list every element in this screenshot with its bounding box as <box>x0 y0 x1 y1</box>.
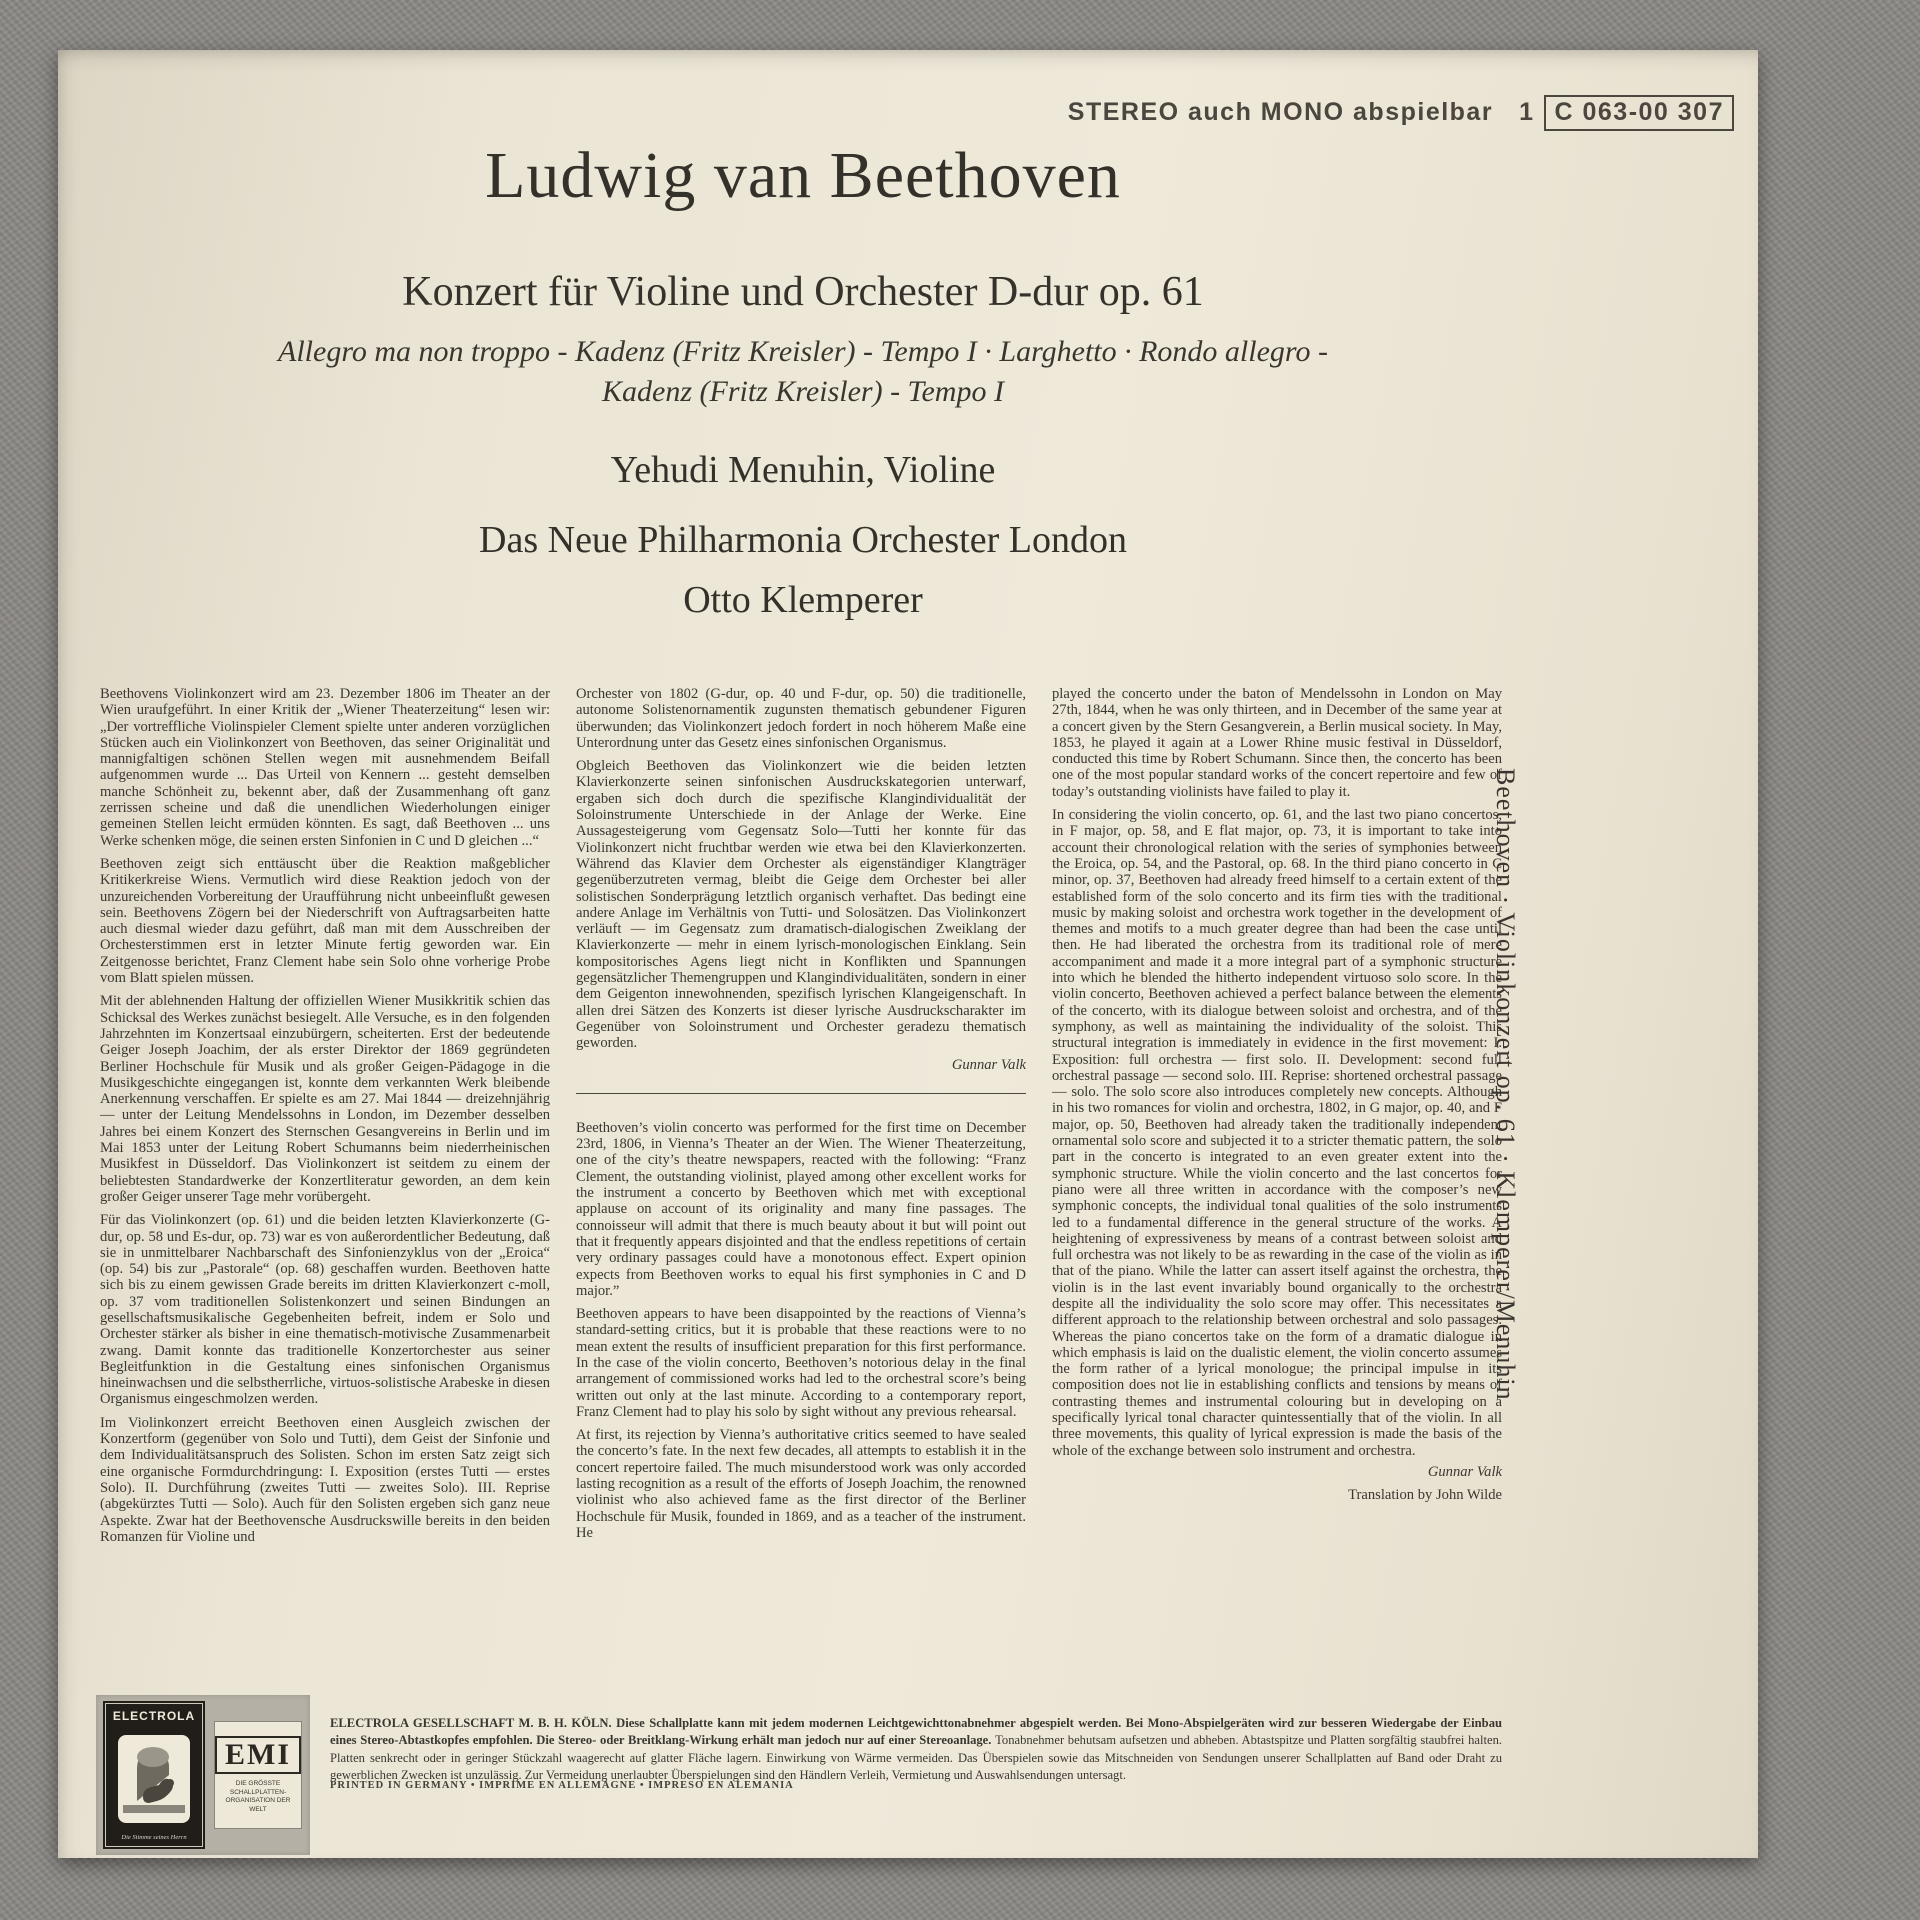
liner-notes-column-1 <box>100 686 550 1664</box>
german-paragraph: Im Violinkonzert erreicht Beethoven einen Ausgleich zwischen der Konzertform (gegenüber von Solo und Tutti), dem Geist der Sinfonie und dem Individualitätsanspruch des Solisten. Schon im ersten Satz zeigt sich eine organische Formdurchdringung: I. Exposition (erstes Tutti — erstes Solo). II. Durchführung (zweites Tutti — zweites Solo). III. Reprise (abgekürztes Tutti — Solo). Auch für den Solisten ergeben sich ganz neue Aspekte. Zwar hat der Beethovensche Ausdruckswille bereits in den beiden Romanzen für Violine und <box>100 1414 550 1545</box>
fine-print-bold: ELECTROLA GESELLSCHAFT M. B. H. KÖLN. Diese Schallplatte kann mit jedem modernen Leichtgewichttonabnehmer abgespielt werden. Bei Mono-Abspielgeräten wird zur besseren Wiedergabe der Einbau eines Stereo-Abtastkopfes empfohlen. Die Stereo- oder Breitklang-Wirkung erhält man jedoch nur auf einer Stereoanlage. <box>330 1715 1502 1748</box>
german-paragraph: Beethoven zeigt sich enttäuscht über die Reaktion maßgeblicher Kritikerkreise Wiens. Vermutlich wird diese Reaktion jedoch von der unzureichenden Vorbereitung der Uraufführung nicht unbeeinflußt gewesen sein. Beethovens Zögern bei der Niederschrift von Auftragsarbeiten hatte auch diesmal wieder dazu geführt, daß man mit dem Ausschreiben der Orchesterstimmen erst in letzter Minute fertig geworden war. Ein Zeitgenosse berichtet, Franz Clement habe sein Solo ohne vorherige Probe vom Blatt spielen müssen. <box>100 855 550 987</box>
author-signature-german: Gunnar Valk <box>951 1056 1026 1073</box>
label-logo-panel <box>96 1695 310 1855</box>
spine-text: Beethoven · Violinkonzert op. 61 · Klemperer/Menuhin <box>1491 768 1520 1401</box>
stereo-mono-label: STEREO auch MONO abspielbar <box>1067 98 1494 126</box>
electrola-tagline: Die Stimme seines Herrn <box>121 1834 187 1841</box>
german-paragraph: Obgleich Beethoven das Violinkonzert wie die beiden letzten Klavierkonzerte seinen sinfonischen Ausdruckskategorien unterwarf, ergaben sich doch durch die spezifische Klangindividualität der Soloinstrumente Unterschiede in der Anlage der Werke. Eine Aussagesteigerung vom Gegensatz Solo—Tutti her konnte für das Violinkonzert nicht fruchtbar werden wie etwa bei den Klavierkonzerten. Während das Klavier dem Orchester als eigenständiger Klangträger gegenüberzutreten vermag, bleibt die Geige dem Orchester bei aller solistischen Sonderprägung letztlich organisch verhaftet. Das bedingt eine andere Anlage im Verhältnis von Tutti- und Solosätzen. Das Violinkonzert verläuft — im Gegensatz zum dramatisch-dialogischen Zweiklang der Klavierkonzerte — mehr in einem lyrisch-monologischen Einklang. Sein kompositorisches Agens liegt nicht in Konflikten und Spannungen gegensätzlicher Themengruppen und Klangindividualitäten, sondern in einer dem Geigenton innewohnenden, spezifisch lyrischen Klangeigenschaft. In allen drei Sätzen des Konzerts ist dieser lyrische Ausdruckscharakter im Gegenüber von Soloinstrument und Orchester geradezu thematisch geworden. <box>576 758 1026 1052</box>
work-title: Konzert für Violine und Orchester D-dur op. 61 <box>402 269 1204 315</box>
german-paragraph: Mit der ablehnenden Haltung der offiziellen Wiener Musikkritik schien das Schicksal des Werkes zunächst besiegelt. Alle Versuche, es in den folgenden Jahrzehnten im Konzertsaal einzubürgern, scheiterten. Erst der bedeutende Geiger Joseph Joachim, der als erster Direktor der 1869 gegründeten Berliner Hochschule für Musik und als großer Geigen-Pädagoge in die Musikgeschichte eingegangen ist, konnte dem verkannten Werk bleibende Anerkennung verschaffen. Er spielte es am 27. Mai 1844 — dreizehnjährig — unter der Leitung Mendelssohns in London, im Dezember desselben Jahres bei einem Konzert des Sternschen Gesangvereins in Berlin und im Mai 1853 unter der Leitung Robert Schumanns beim niederrheinischen Musikfest in Düsseldorf. Das Violinkonzert ist seitdem zu einem der beliebtesten Standardwerke der Konzertliteratur geworden, an dem kein großer Geiger unserer Tage mehr vorübergeht. <box>100 993 550 1205</box>
translation-credit: Translation by John Wilde <box>1348 1487 1502 1504</box>
soloist-line: Yehudi Menuhin, Violine <box>610 449 996 491</box>
emi-logo <box>214 1721 302 1829</box>
printed-in-line: PRINTED IN GERMANY • IMPRIME EN ALLEMAGNE • IMPRESO EN ALEMANIA <box>330 1780 794 1791</box>
orchestra-line: Das Neue Philharmonia Orchester London <box>479 519 1127 561</box>
electrola-logo <box>103 1701 205 1849</box>
record-sleeve-back <box>58 50 1758 1858</box>
english-paragraph: At first, its rejection by Vienna’s authoritative critics seemed to have sealed the concerto’s fate. In the next few decades, all attempts to establish it in the concert repertoire failed. The much misunderstood work was only accorded lasting recognition as a result of the efforts of Joseph Joachim, the renowned violinist who also achieved fame as the first director of the Berliner Hochschule für Musik, founded in 1869, and as a teacher of the instrument. He <box>576 1427 1026 1541</box>
english-paragraph: Beethoven’s violin concerto was performed for the first time on December 23rd, 1806, in Vienna’s Theater an der Wien. The Wiener Theaterzeitung, one of the city’s theatre newspapers, reacted with the following: “Franz Clement, the outstanding violinist, played among other excellent works for the instrument a concerto by Beethoven which met with exceptional applause on account of its originality and many fine passages. The connoisseur will admit that there is much beauty about it but will point out that it frequently appears disjointed and that the endless repetitions of certain very ordinary passages could have a monotonous effect. Expert opinion expects from Beethoven works to equal his first symphonies in C and D major.” <box>576 1119 1026 1299</box>
movements-line-2: Kadenz (Fritz Kreisler) - Tempo I <box>602 375 1004 408</box>
movements-line-1: Allegro ma non troppo - Kadenz (Fritz Kreisler) - Tempo I · Larghetto · Rondo allegro - <box>278 335 1328 368</box>
electrola-logo-name: ELECTROLA <box>112 1709 196 1723</box>
movements-list <box>58 332 1548 412</box>
german-paragraph: Beethovens Violinkonzert wird am 23. Dezember 1806 im Theater an der Wien uraufgeführt. In einer Kritik der „Wiener Theaterzeitung“ lesen wir: „Der vortreffliche Violinspieler Clement spielte unter anderen vorzüglichen Stücken auch ein Violinkonzert von Beethoven, das seiner Originalität und mannigfaltigen schönen Stellen wegen mit ausnehmendem Beifall aufgenommen wurde ... Das Urteil von Kennern ... gesteht demselben manche Schönheit zu, bekennt aber, daß der Zusammenhang oft ganz zerrissen scheine und daß die unendlichen Wiederholungen einiger gemeinen Stellen leicht ermüden könnten. Es sagt, daß Beethoven ... uns Werke schenken möge, die seinen ersten Sinfonien in C und D gleichen ...“ <box>100 686 550 849</box>
section-divider <box>576 1093 1026 1094</box>
conductor-line: Otto Klemperer <box>683 579 923 621</box>
emi-logo-name: EMI <box>215 1736 301 1774</box>
german-paragraph: Orchester von 1802 (G-dur, op. 40 und F-dur, op. 50) die traditionelle, autonome Solistenornamentik zugunsten thematisch gebundener Figuren überwunden; das Violinkonzert jedoch fordert in noch höherem Maße eine Unterordnung unter das Gesetz eines sinfonischen Organismus. <box>576 686 1026 751</box>
emi-logo-caption: DIE GRÖSSTE SCHALLPLATTEN-ORGANISATION DER WELT <box>225 1780 291 1813</box>
disc-number: 1 <box>1519 98 1535 126</box>
english-paragraph: played the concerto under the baton of Mendelssohn in London on May 27th, 1844, when he was only thirteen, and in December of the same year at a concert given by the Stern Gesangverein, a Berlin musical society. In May, 1853, he played it again at a Lower Rhine music festival in Düsseldorf, conducted this time by Robert Schumann. Since then, the concerto has been one of the most popular standard works of the concert repertoire and few of today’s outstanding violinists have failed to play it. <box>1052 686 1502 800</box>
fine-print <box>330 1715 1502 1785</box>
author-signature-english: Gunnar Valk <box>1427 1463 1502 1480</box>
german-paragraph: Für das Violinkonzert (op. 61) und die beiden letzten Klavierkonzerte (G-dur, op. 58 und Es-dur, op. 73) war es von außerordentlicher Bedeutung, daß sie in unmittelbarer Nachbarschaft des Sinfonienzyklus von der „Eroica“ (op. 54) bis zur „Pastorale“ (op. 68) geschaffen wurden. Beethoven hatte sich bis zu einem gewissen Grade bereits im dritten Klavierkonzert c-moll, op. 37 vom traditionellen Solistenkonzert und seinen Bindungen an gesellschaftsmusikalische Gegebenheiten befreit, indem er Solo und Orchester stärker als bisher in eine thematisch-motivische Zusammenarbeit zwang. Damit konnte das traditionelle Konzertorchester aus seiner Begleitfunktion in die Gestaltung eines sinfonischen Organismus hineinwachsen und die selbstherrliche, virtuos-solistische Arabeske in diesen Organismus eingeschmolzen werden. <box>100 1212 550 1408</box>
composer-title: Ludwig van Beethoven <box>485 139 1121 212</box>
liner-notes <box>100 686 1504 1664</box>
english-paragraph: Beethoven appears to have been disappointed by the reactions of Vienna’s standard-setting critics, but it is probable that these reactions were to no mean extent the results of insufficient preparation for this first performance. In the case of the violin concerto, Beethoven’s notorious delay in the final arrangement of commissioned works had led to the orchestral score’s being written out only at the last minute. According to a contemporary report, Franz Clement had to play his solo by sight without any previous rehearsal. <box>576 1306 1026 1420</box>
stereo-mono-label-row <box>1068 95 1734 131</box>
english-paragraph: In considering the violin concerto, op. 61, and the last two piano concertos, in F major, op. 58, and E flat major, op. 73, it is important to take into account their chronological relation with the series of symphonies between the Eroica, op. 54, and the Pastoral, op. 68. In the third piano concerto in C minor, op. 37, Beethoven had already freed himself to a certain extent of the established form of the solo concerto and its firm ties with the traditional music by making soloist and orchestra work together in the development of themes and motifs to a much greater degree than had been the case until then. He had liberated the orchestra from its traditional role of mere accompaniment and made it a more integral part of a symphonic structure into which he blended the hitherto independent virtuoso solo score. In the violin concerto, Beethoven achieved a perfect balance between the elements of the concerto, with its dialogue between soloist and orchestra, and of the symphony, as well as maintaining the individuality of the soloist. This structural integration is immediately in evidence in the first movement: I. Exposition: full orchestra — first solo. II. Development: second full orchestral passage — second solo. III. Reprise: shortened orchestral passage — solo. The solo score also introduces completely new concepts. Although in his two romances for violin and orchestra, 1802, in G major, op. 40, and F major, op. 50, Beethoven had already taken the traditionally independent ornamental solo score and subjected it to a stricter thematic pattern, the solo part in the concerto is integrated to an even greater extent into the symphonic structure. While the violin concerto and the last concertos for piano were all three written in accordance with the composer’s new symphonic concepts, the individual tonal qualities of the solo instruments led to a fundamental difference in the general structure of the works. A heightening of expressiveness by means of a contrast between soloist and full orchestra was not likely to be as rewarding in the case of the violin as in that of the piano. While the latter can assert itself against the orchestra, the violin is in the last event invariably bound organically to the orchestra despite all the individuality the solo score may offer. This necessitates a different approach to the relationship between orchestral and solo passages. Whereas the piano concertos take on the form of a dramatic dialogue in which emphasis is laid on the dualistic element, the violin concerto assumes the form rather of a lyrical monologue; the principal impulse in its composition does not lie in establishing conflicts and tensions by means of contrasting themes and instrumental colouring but in developing on a specifically lyrical tonal character quintessentially that of the violin. In all three movements, this quality of lyrical expression is made the basis of the whole of the exchange between solo instrument and orchestra. <box>1052 807 1502 1459</box>
fine-print-regular: Tonabnehmer behutsam aufsetzen und abheben. Abtastspitze und Platten sorgfältig staubfrei halten. Platten senkrecht oder in geringer Stückzahl waagerecht auf glatter Fläche lagern. Einwirkung von Wärme vermeiden. Das Überspielen sowie das Mitschneiden von Sendungen unserer Schallplatten auf Band oder Draht zu gewerblichen Zwecken ist unzulässig. Zur Vermeidung unerlaubter Überspielungen sind den Händlern Verleih, Vermietung und Auswahlsendungen untersagt. <box>330 1733 1503 1783</box>
liner-notes-column-2 <box>576 686 1026 1664</box>
catalog-number-box: C 063-00 307 <box>1544 95 1734 131</box>
his-masters-voice-icon <box>118 1735 190 1823</box>
liner-notes-column-3 <box>1052 686 1502 1664</box>
